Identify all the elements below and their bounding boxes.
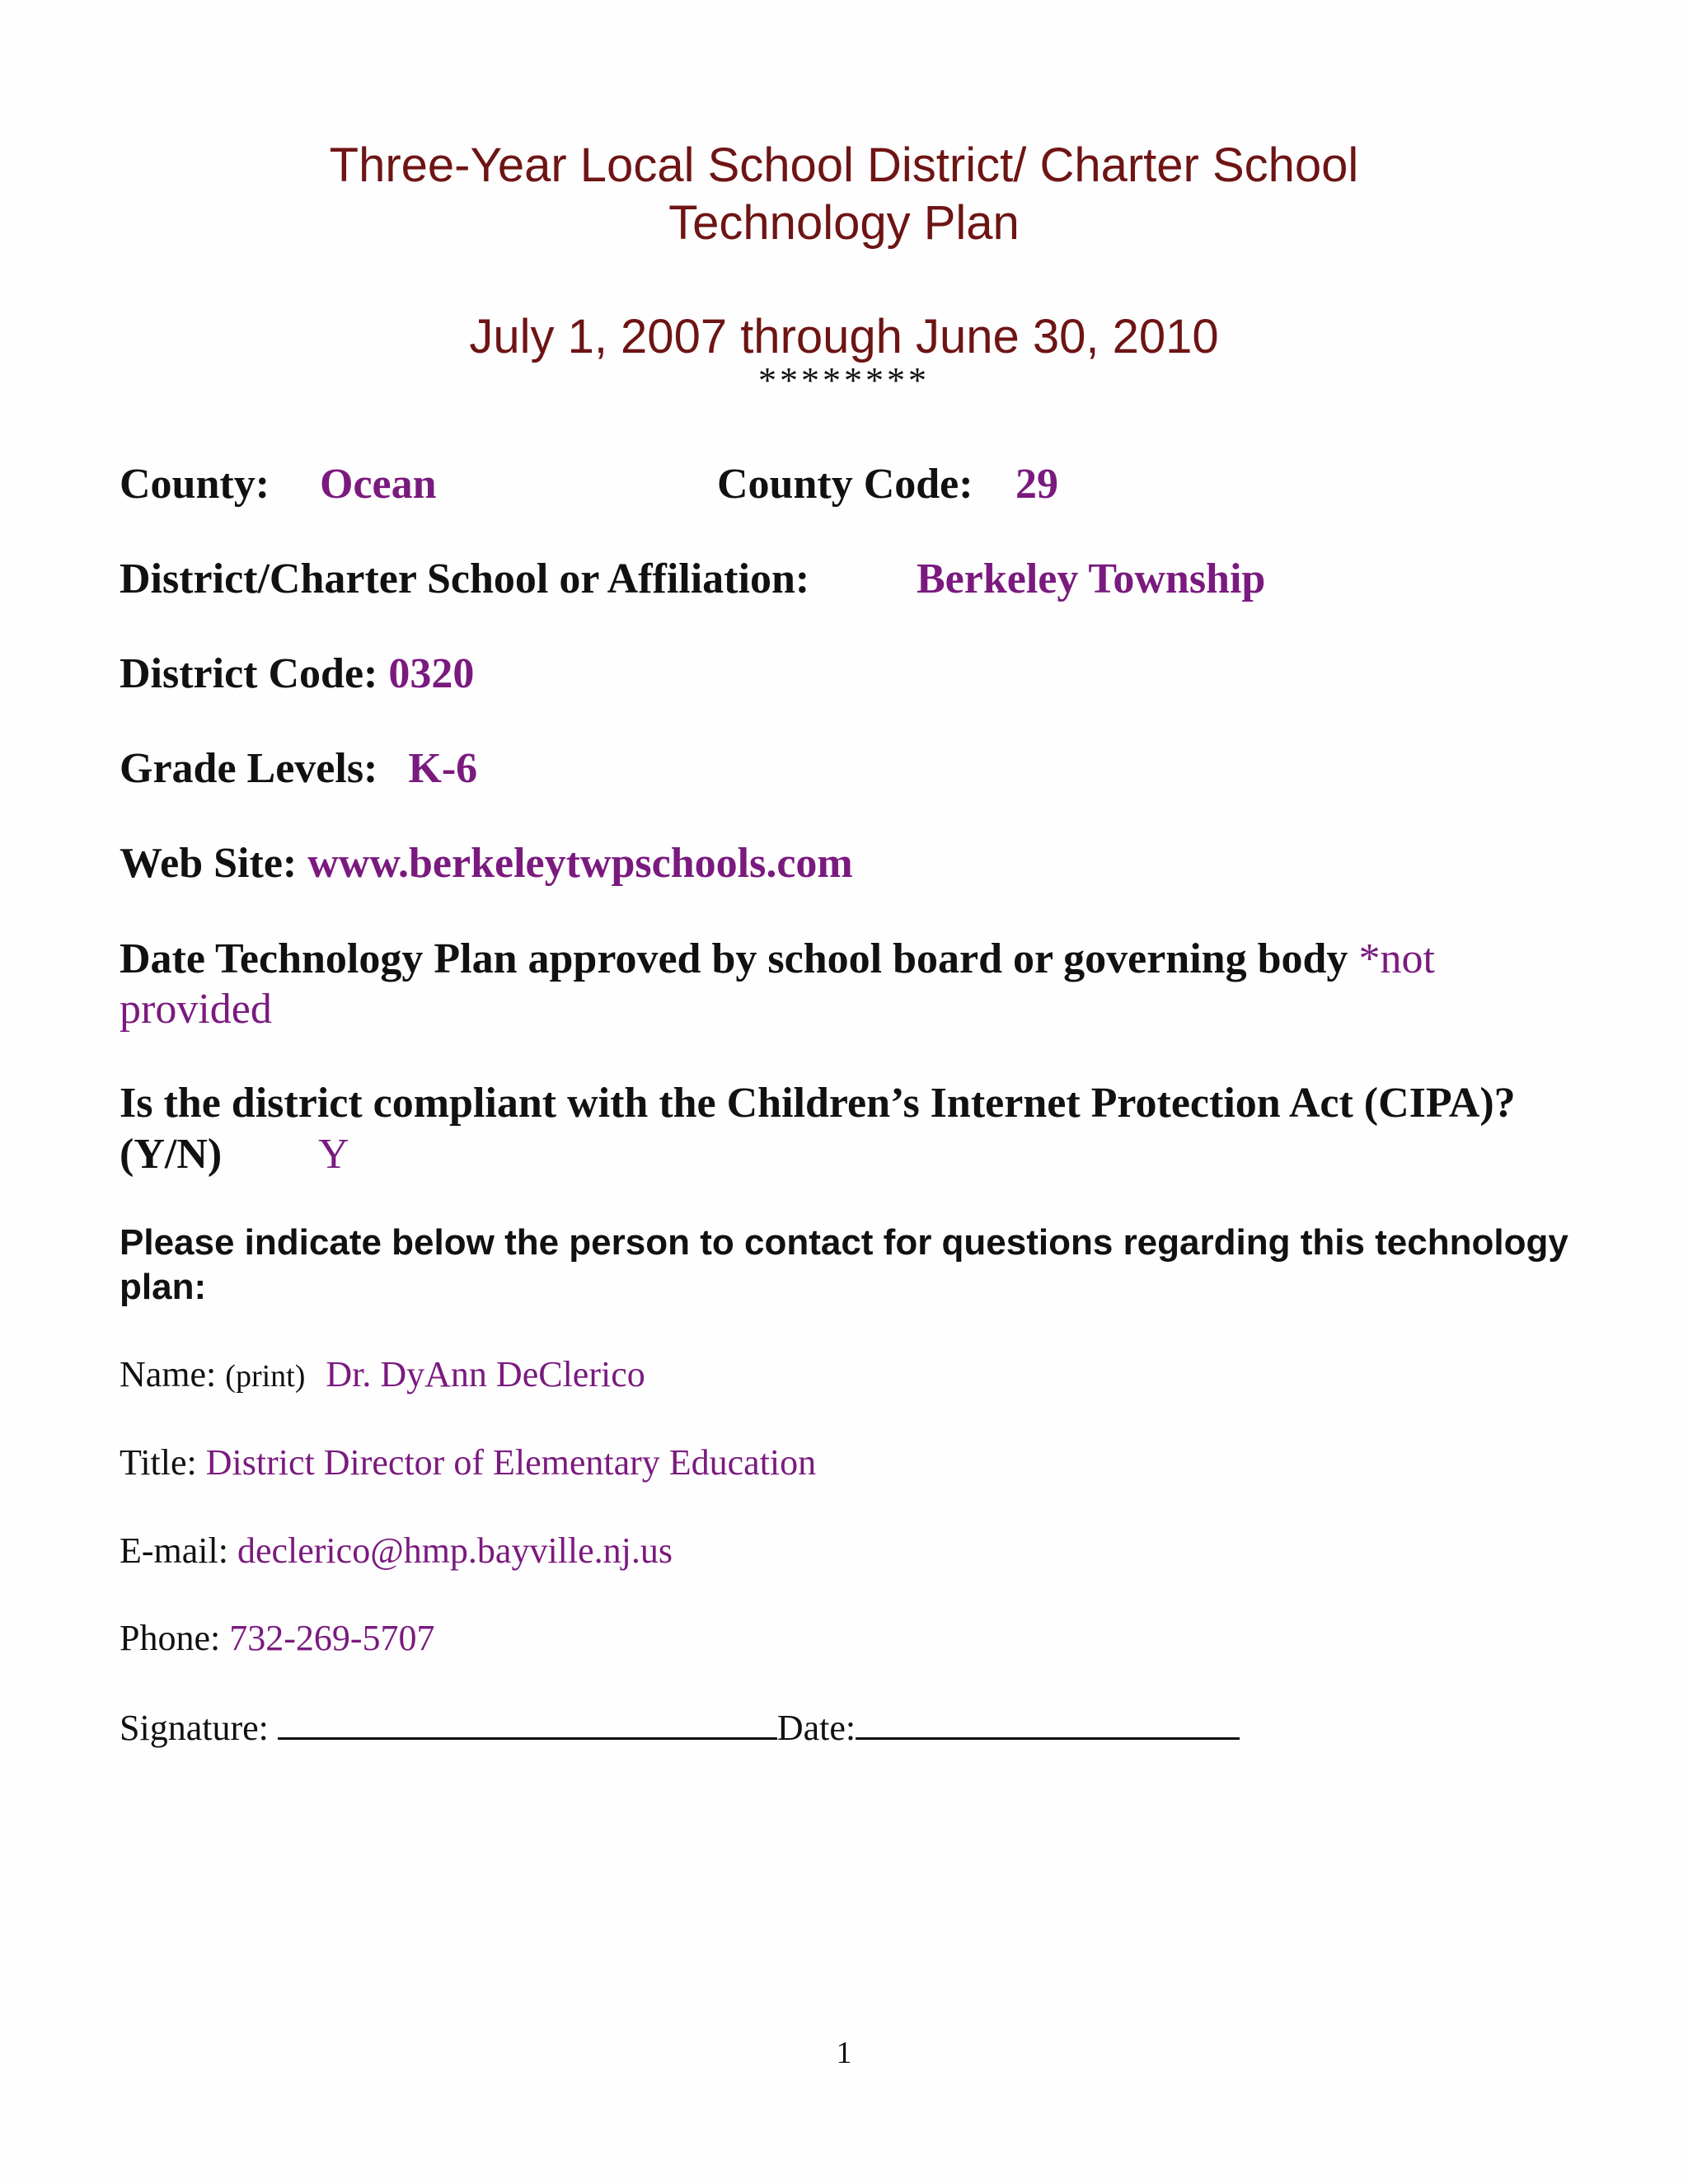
district-code-value: 0320 (388, 650, 475, 697)
county-value: Ocean (320, 461, 437, 508)
approval-label: Date Technology Plan approved by school board or governing body (120, 935, 1348, 982)
grade-levels-label: Grade Levels: (120, 745, 378, 792)
contact-name-value: Dr. DyAnn DeClerico (326, 1354, 645, 1394)
cipa-question: Is the district compliant with the Children’s Internet Protection Act (CIPA)? (120, 1080, 1516, 1127)
cipa-value: Y (318, 1131, 349, 1178)
contact-email-label: E-mail: (120, 1530, 228, 1571)
contact-title-value: District Director of Elementary Education (205, 1442, 817, 1483)
signature-label: Signature: (120, 1708, 269, 1748)
website-value: www.berkeleytwpschools.com (307, 840, 853, 887)
contact-name-label: Name: (120, 1354, 217, 1394)
website-row (120, 837, 853, 890)
website-label: Web Site: (120, 840, 298, 887)
document-title-line-2: Technology Plan (668, 196, 1020, 250)
contact-email-row (120, 1529, 673, 1573)
cipa-yn-label: (Y/N) (120, 1131, 223, 1178)
county-row (120, 458, 270, 511)
contact-title-label: Title: (120, 1442, 197, 1483)
page-number: 1 (836, 2036, 852, 2070)
separator-asterisks: ******** (758, 360, 930, 401)
district-value: Berkeley Township (917, 555, 1266, 602)
plan-date-range: July 1, 2007 through June 30, 2010 (469, 310, 1219, 363)
contact-name-row (120, 1352, 645, 1399)
county-code-value: 29 (1015, 461, 1058, 508)
contact-name-hint: (print) (225, 1359, 306, 1394)
signature-line (278, 1704, 777, 1740)
grade-levels-value: K-6 (408, 745, 478, 792)
contact-phone-label: Phone: (120, 1618, 221, 1658)
contact-email-value: declerico@hmp.bayville.nj.us (237, 1530, 673, 1571)
county-code-label: County Code: (717, 461, 973, 508)
signature-row (120, 1704, 1240, 1750)
cipa-answer-row (120, 1128, 222, 1181)
county-label: County: (120, 461, 270, 508)
document-title-line-1: Three-Year Local School District/ Charter School (329, 138, 1359, 192)
approval-value-part-1: *not (1358, 935, 1435, 982)
contact-phone-value: 732-269-5707 (229, 1618, 435, 1658)
district-code-label: District Code: (120, 650, 378, 697)
contact-title-row (120, 1441, 816, 1485)
contact-instruction: Please indicate below the person to contact for questions regarding this technology plan: (120, 1222, 1568, 1307)
grade-levels-row (120, 743, 477, 795)
date-line (856, 1704, 1240, 1740)
approval-value-part-2: provided (120, 986, 272, 1033)
district-code-row (120, 648, 474, 701)
district-label: District/Charter School or Affiliation: (120, 555, 810, 602)
contact-phone-row (120, 1616, 435, 1661)
approval-row (120, 933, 1435, 986)
date-label: Date: (776, 1708, 856, 1748)
